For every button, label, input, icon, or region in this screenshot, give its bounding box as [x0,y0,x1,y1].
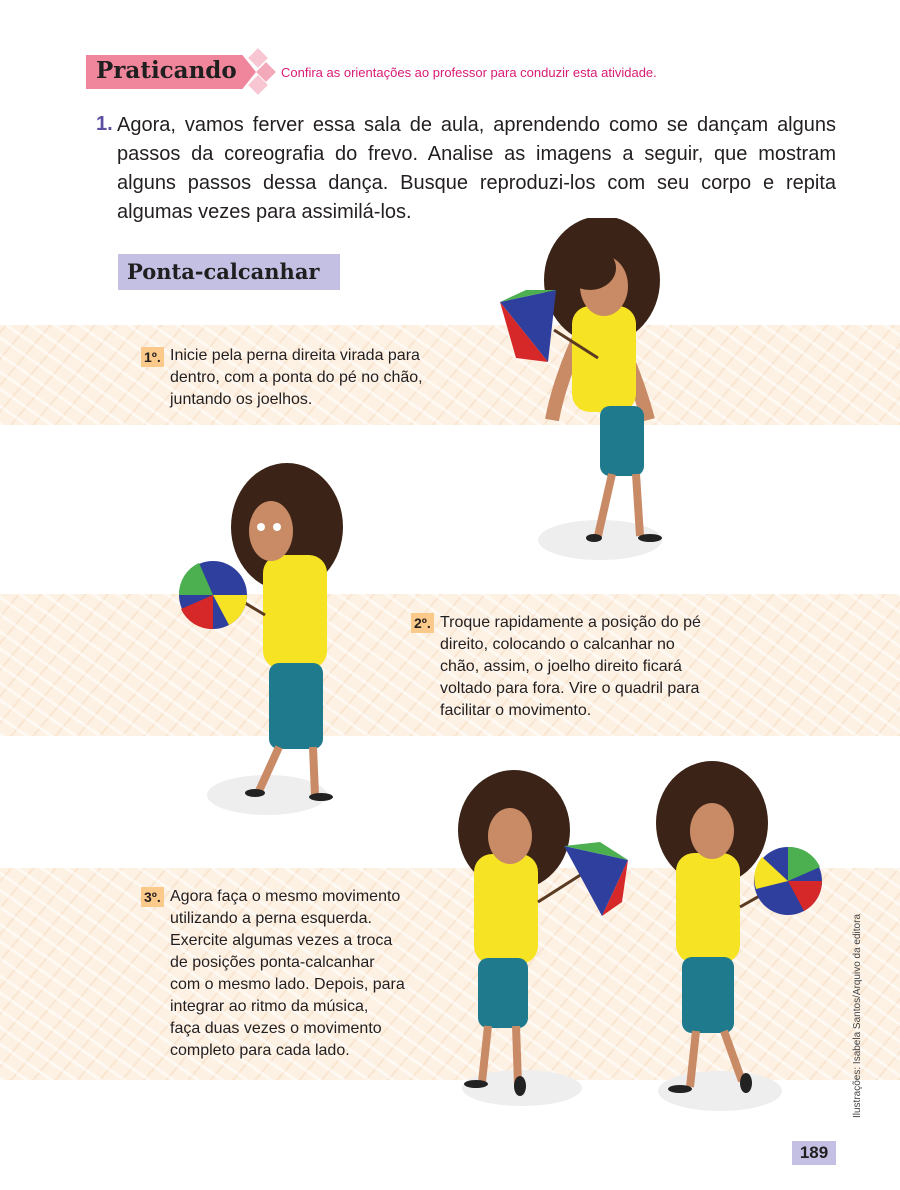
step-2-number: 2º. [411,613,434,633]
step-line: juntando os joelhos. [170,391,313,408]
pattern-band-1 [0,325,900,425]
question-number: 1. [96,113,113,135]
step-1-text [170,345,423,411]
step-line: Troque rapidamente a posição do pé [440,614,701,631]
question-text: Agora, vamos ferver essa sala de aula, aprendendo como se dançam alguns passos da coreografia do frevo. Analise as imagens a seguir, que mostram alguns passos dessa dança. Busque reproduzi-los com seu corpo e repita algumas vezes para assimilá-los. [117,114,836,223]
step-2-text [440,612,701,722]
dancer-illustration-4 [650,757,830,1117]
step-line: completo para cada lado. [170,1042,350,1059]
subtitle: Ponta-calcanhar [127,259,320,284]
dancer-illustration-2 [175,455,365,820]
page-number: 189 [792,1141,836,1165]
step-line: dentro, com a ponta do pé no chão, [170,369,423,386]
dancer-illustration-1 [490,218,680,568]
step-line: chão, assim, o joelho direito ficará [440,658,682,675]
step-line: voltado para fora. Vire o quadril para [440,680,700,697]
step-line: Inicie pela perna direita virada para [170,347,420,364]
step-line: direito, colocando o calcanhar no [440,636,675,653]
teacher-note: Confira as orientações ao professor para conduzir esta atividade. [281,65,657,80]
step-line: com o mesmo lado. Depois, para [170,976,405,993]
step-3-number: 3º. [141,887,164,907]
step-line: faça duas vezes o movimento [170,1020,382,1037]
step-line: integrar ao ritmo da música, [170,998,369,1015]
step-3-text [170,886,405,1062]
step-line: facilitar o movimento. [440,702,592,719]
step-line: utilizando a perna esquerda. [170,910,372,927]
step-line: de posições ponta-calcanhar [170,954,375,971]
step-line: Exercite algumas vezes a troca [170,932,393,949]
step-line: Agora faça o mesmo movimento [170,888,401,905]
step-1-number: 1º. [141,347,164,367]
dancer-illustration-3 [452,770,634,1115]
illustration-credit: Ilustrações: Isabela Santos/Arquivo da editora [852,913,863,1118]
section-label: Praticando [96,57,237,84]
